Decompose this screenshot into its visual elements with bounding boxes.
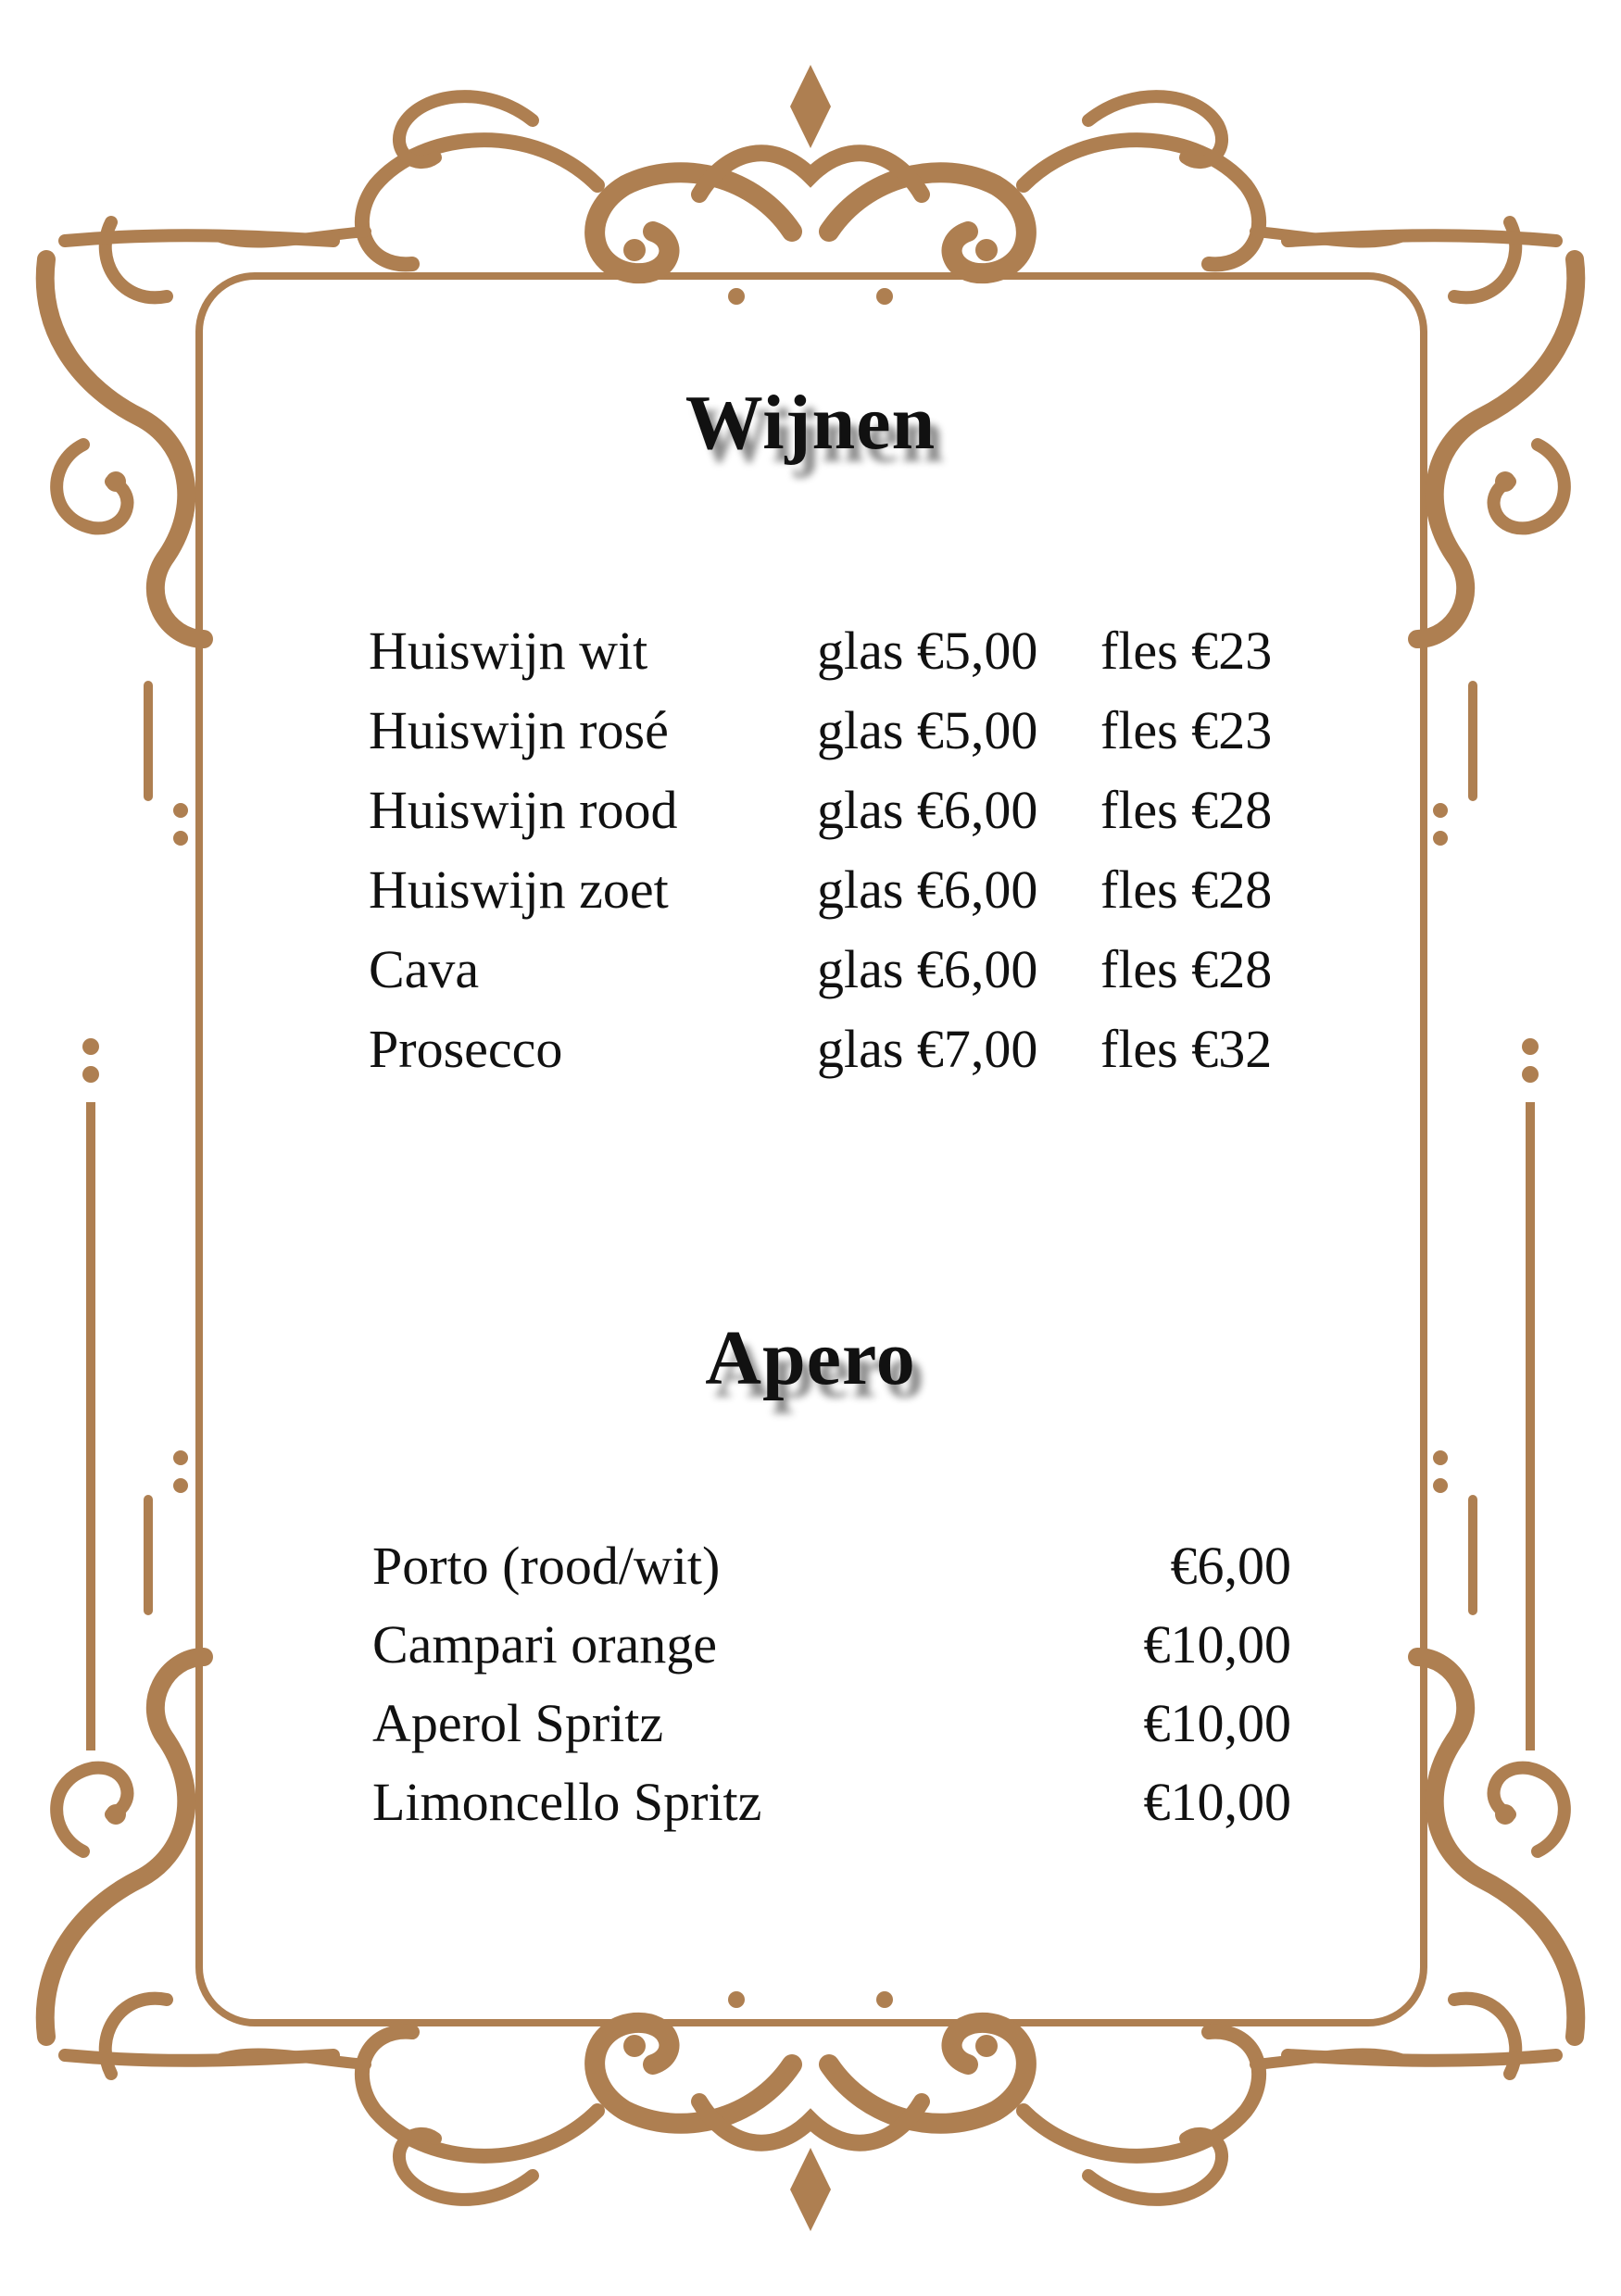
bottle-price: fles €28 xyxy=(1100,780,1273,840)
list-item xyxy=(369,691,1295,771)
item-name: Porto (rood/wit) xyxy=(372,1536,721,1596)
item-price: €10,00 xyxy=(1143,1772,1291,1832)
item-name: Aperol Spritz xyxy=(372,1693,664,1753)
item-name: Huiswijn wit xyxy=(369,621,648,681)
section-title-wijnen: Wijnen xyxy=(685,380,936,466)
item-name: Prosecco xyxy=(369,1019,563,1079)
wine-list xyxy=(369,611,1295,1089)
item-name: Limoncello Spritz xyxy=(372,1772,762,1832)
item-price: €10,00 xyxy=(1143,1693,1291,1753)
item-name: Campari orange xyxy=(372,1614,718,1675)
item-name: Cava xyxy=(369,939,480,999)
item-name: Huiswijn rosé xyxy=(369,700,669,760)
item-name: Huiswijn rood xyxy=(369,780,678,840)
glass-price: glas €6,00 xyxy=(817,939,1038,999)
list-item xyxy=(369,930,1295,1010)
list-item xyxy=(369,611,1295,691)
bottle-price: fles €28 xyxy=(1100,859,1273,920)
glass-price: glas €5,00 xyxy=(817,700,1038,760)
glass-price: glas €6,00 xyxy=(817,780,1038,840)
list-item xyxy=(369,1010,1295,1089)
apero-list xyxy=(372,1526,1291,1841)
section-title-apero: Apero xyxy=(705,1315,916,1401)
glass-price: glas €7,00 xyxy=(817,1019,1038,1079)
glass-price: glas €6,00 xyxy=(817,859,1038,920)
list-item xyxy=(369,771,1295,850)
bottle-price: fles €32 xyxy=(1100,1019,1273,1079)
list-item xyxy=(372,1763,1291,1841)
bottle-price: fles €23 xyxy=(1100,621,1273,681)
list-item xyxy=(372,1605,1291,1684)
item-price: €10,00 xyxy=(1143,1614,1291,1675)
list-item xyxy=(372,1684,1291,1763)
item-price: €6,00 xyxy=(1170,1536,1291,1596)
glass-price: glas €5,00 xyxy=(817,621,1038,681)
bottle-price: fles €23 xyxy=(1100,700,1273,760)
item-name: Huiswijn zoet xyxy=(369,859,669,920)
list-item xyxy=(369,850,1295,930)
bottle-price: fles €28 xyxy=(1100,939,1273,999)
list-item xyxy=(372,1526,1291,1605)
